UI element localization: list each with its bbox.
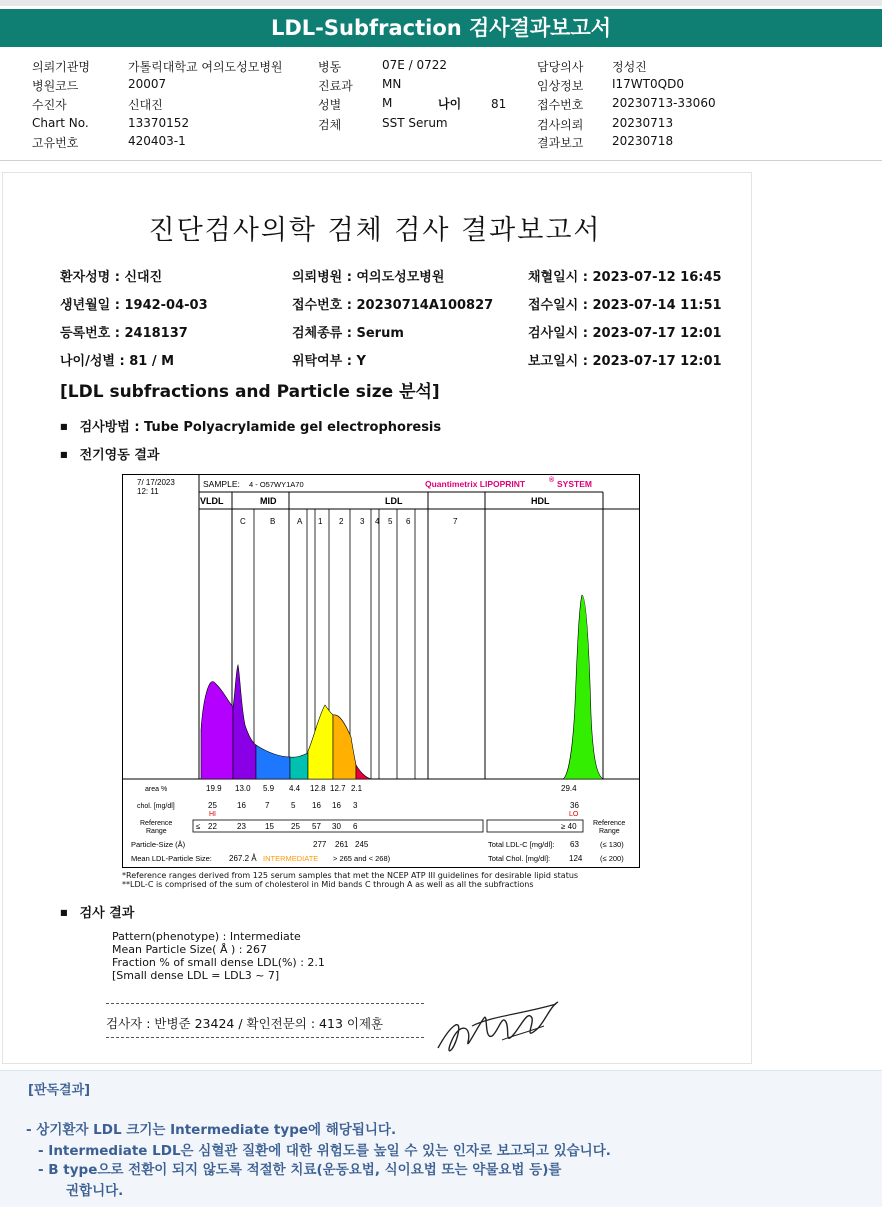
- band-label: 4: [375, 517, 380, 526]
- patient-info-field: 접수일시 : 2023-07-14 11:51: [528, 298, 722, 313]
- chol-flag: HI: [209, 811, 216, 818]
- method-line: ■ 검사방법 : Tube Polyacrylamide gel electrophoresis: [60, 416, 441, 435]
- area-value: 12.7: [330, 784, 346, 793]
- chol-value: 5: [291, 801, 296, 810]
- mean-range: > 265 and < 268): [333, 854, 391, 863]
- area-value: 13.0: [235, 784, 251, 793]
- result-line: Mean Particle Size( Å ) : 267: [112, 943, 267, 956]
- peak-mid-a: [290, 753, 308, 779]
- system-reg: ®: [549, 477, 555, 484]
- chol-value: 16: [237, 801, 246, 810]
- patient-info-field: 검사일시 : 2023-07-17 12:01: [528, 326, 722, 341]
- header-field-value: 20007: [128, 77, 167, 91]
- header-field-value: 13370152: [128, 116, 190, 130]
- group-label: VLDL: [200, 496, 224, 506]
- peak-ldl-1: [308, 705, 333, 779]
- system-label: Quantimetrix LIPOPRINT: [425, 479, 526, 489]
- total-ldl-value: 63: [570, 840, 579, 849]
- header-field-value: 20230713-33060: [612, 96, 716, 110]
- area-value: 19.9: [206, 784, 222, 793]
- group-label: MID: [260, 496, 277, 506]
- header-field-label: 병원코드: [32, 79, 79, 93]
- header-field-label: 검사의뢰: [537, 118, 584, 132]
- interpretation-line: - B type으로 전환이 되지 않도록 적절한 치료(운동요법, 식이요법 또는 약물요법 등)를: [38, 1162, 562, 1178]
- band-label: 6: [406, 517, 411, 526]
- header-field-value: 신대진: [128, 98, 163, 112]
- header-field-value: MN: [382, 77, 402, 91]
- band-label: 5: [388, 517, 393, 526]
- report-title: 진단검사의학 검체 검사 결과보고서: [148, 215, 602, 246]
- group-label: HDL: [531, 496, 550, 506]
- chol-value: 3: [353, 801, 358, 810]
- sample-label: SAMPLE:: [203, 479, 240, 489]
- chart-date: 7/ 17/2023: [137, 478, 175, 487]
- ref-value: 15: [265, 822, 274, 831]
- size-value: 277: [313, 840, 327, 849]
- area-value: 12.8: [310, 784, 326, 793]
- patient-info-field: 보고일시 : 2023-07-17 12:01: [528, 354, 722, 369]
- header-field-value: 정성진: [612, 60, 647, 74]
- header-field-label: 진료과: [318, 79, 353, 93]
- band-label: 2: [339, 517, 344, 526]
- hdl-chol-value: 36: [570, 801, 579, 810]
- chart-time: 12: 11: [137, 487, 159, 496]
- ref-label: Reference: [593, 820, 626, 827]
- ref-value: 22: [208, 822, 217, 831]
- band-label: B: [270, 517, 276, 526]
- area-value: 5.9: [263, 784, 275, 793]
- chol-label: chol. [mg/dl]: [137, 803, 175, 810]
- area-value: 4.4: [289, 784, 301, 793]
- system-suffix: SYSTEM: [557, 479, 592, 489]
- patient-info-field: 등록번호 : 2418137: [60, 326, 188, 341]
- interpretation-line: 권합니다.: [66, 1183, 124, 1199]
- peak-ldl-3: [356, 765, 371, 779]
- total-chol-ref: (≤ 200): [600, 854, 624, 863]
- header-field-label: 병동: [318, 60, 342, 74]
- result-line: Fraction % of small dense LDL(%) : 2.1: [112, 956, 325, 969]
- header-field-label: 임상정보: [537, 79, 584, 93]
- ref-label: Reference: [140, 820, 173, 827]
- header-field-value: 20230718: [612, 134, 674, 148]
- section-title: [LDL subfractions and Particle size 분석]: [60, 382, 440, 402]
- band-label: C: [240, 517, 246, 526]
- top-strip: [0, 0, 882, 6]
- age-label: 나이: [438, 97, 462, 111]
- header-field-label: 고유번호: [32, 136, 79, 150]
- band-label: A: [297, 517, 303, 526]
- header-field-label: 접수번호: [537, 98, 584, 112]
- ref-value: 25: [291, 822, 300, 831]
- ref-label: Range: [599, 828, 620, 835]
- header-field-label: 수진자: [32, 98, 67, 112]
- chol-value: 16: [312, 801, 321, 810]
- total-ldl-ref: (≤ 130): [600, 840, 624, 849]
- patient-info-field: 환자성명 : 신대진: [60, 270, 163, 285]
- interpretation-title: [판독결과]: [28, 1083, 91, 1098]
- age-value: 81: [491, 97, 507, 111]
- chol-value: 16: [332, 801, 341, 810]
- area-label: area %: [145, 786, 168, 793]
- mean-value: 267.2 Å: [229, 854, 257, 863]
- result-line: [Small dense LDL = LDL3 ~ 7]: [112, 969, 280, 982]
- patient-info-field: 채혈일시 : 2023-07-12 16:45: [528, 270, 722, 285]
- header-field-label: Chart No.: [32, 116, 89, 130]
- band-label: 1: [318, 517, 323, 526]
- chol-value: 25: [208, 801, 217, 810]
- signature-line: 검사자 : 반병준 23424 / 확인전문의 : 413 이제훈: [106, 1016, 384, 1031]
- peak-mid-b: [256, 745, 290, 779]
- patient-info-field: 의뢰병원 : 여의도성모병원: [292, 270, 445, 285]
- band-label: 3: [360, 517, 365, 526]
- sample-id: 4 - O57WY1A70: [249, 480, 304, 489]
- group-label: LDL: [385, 496, 403, 506]
- header-field-value: 420403-1: [128, 134, 186, 148]
- header-field-value: M: [382, 96, 393, 110]
- age-field: [438, 95, 506, 112]
- hdl-area-value: 29.4: [561, 784, 577, 793]
- divider: [0, 160, 882, 161]
- peak-hdl: [563, 595, 603, 779]
- footnote-1: *Reference ranges derived from 125 serum samples that met the NCEP ATP III guidelines for desirable lipid status: [122, 871, 579, 880]
- header-field-label: 의뢰기관명: [32, 60, 90, 74]
- peak-vldl: [201, 681, 233, 779]
- header-field-value: 07E / 0722: [382, 58, 448, 72]
- area-value: 2.1: [351, 784, 363, 793]
- signature-mark: [432, 996, 562, 1062]
- interpretation-line: - 상기환자 LDL 크기는 Intermediate type에 해당됩니다.: [26, 1122, 397, 1138]
- peak-ldl-2: [333, 715, 356, 779]
- header-field-label: 검체: [318, 118, 342, 132]
- header-field-value: I17WT0QD0: [612, 77, 684, 91]
- result-label: ■ 검사 결과: [60, 902, 134, 921]
- hdl-flag: LO: [569, 811, 579, 818]
- divider: [106, 1037, 424, 1038]
- page-title: LDL-Subfraction 검사결과보고서: [0, 9, 882, 47]
- ref-value: 6: [353, 822, 358, 831]
- footnote-2: **LDL-C is comprised of the sum of cholesterol in Mid bands C through A as well as all the subfractions: [122, 880, 534, 889]
- ref-value: 23: [237, 822, 246, 831]
- header-field-value: 20230713: [612, 116, 674, 130]
- header-field-value: SST Serum: [382, 116, 448, 130]
- peak-mid-c: [233, 665, 256, 779]
- patient-info-field: 위탁여부 : Y: [292, 354, 366, 369]
- header-field-label: 성별: [318, 98, 342, 112]
- chart-svg: [123, 475, 639, 867]
- mean-label: Mean LDL-Particle Size:: [131, 854, 212, 863]
- mean-pattern: INTERMEDIATE: [263, 854, 319, 863]
- header-field-label: 결과보고: [537, 136, 584, 150]
- total-chol-label: Total Chol. [mg/dl]:: [488, 854, 551, 863]
- total-chol-value: 124: [569, 854, 583, 863]
- ref-prefix: ≤: [196, 822, 201, 831]
- header-field-value: 가톨릭대학교 여의도성모병원: [128, 60, 283, 74]
- patient-info-field: 나이/성별 : 81 / M: [60, 354, 175, 369]
- size-value: 261: [335, 840, 349, 849]
- ref-value: 30: [332, 822, 341, 831]
- band-label: 7: [453, 517, 458, 526]
- patient-info-field: 접수번호 : 20230714A100827: [292, 298, 494, 313]
- hdl-ref-value: ≥ 40: [561, 822, 577, 831]
- electro-label: ■ 전기영동 결과: [60, 444, 159, 463]
- header-field-label: 담당의사: [537, 60, 584, 74]
- interpretation-line: - Intermediate LDL은 심혈관 질환에 대한 위험도를 높일 수 있는 인자로 보고되고 있습니다.: [38, 1143, 611, 1159]
- size-value: 245: [355, 840, 369, 849]
- electrophoresis-chart: [122, 474, 640, 868]
- patient-info-field: 생년월일 : 1942-04-03: [60, 298, 208, 313]
- divider: [106, 1003, 424, 1004]
- result-line: Pattern(phenotype) : Intermediate: [112, 930, 301, 943]
- ref-value: 57: [312, 822, 321, 831]
- size-label: Particle-Size (Å): [131, 840, 186, 849]
- patient-info-field: 검체종류 : Serum: [292, 326, 404, 341]
- ref-label: Range: [146, 828, 167, 835]
- chol-value: 7: [265, 801, 270, 810]
- total-ldl-label: Total LDL-C [mg/dl]:: [488, 840, 555, 849]
